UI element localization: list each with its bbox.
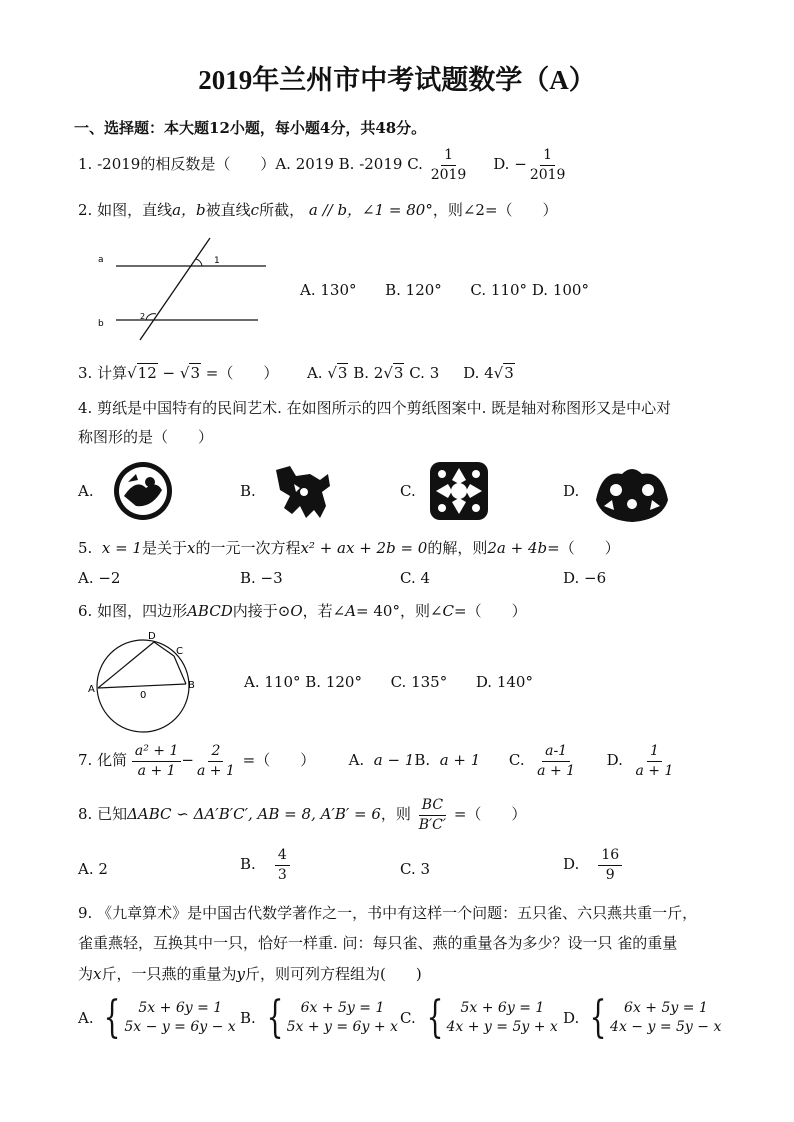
question-1 [78,148,568,182]
papercut-b-image [270,462,334,522]
question-5: 5. x = 1是关于x的一元一次方程x² + ax + 2b = 0的解，则2a + 4b=（ ） [78,539,620,557]
question-8: 8. 已知ΔABC ∽ ΔA′B′C′, AB = 8, A′B′ = 6，则 $\frac{BC}{B'C'}$ =（ ） [78,797,527,833]
q9-option-c: C. { 5x + 6y = 1 4x + y = 5y + x [400,992,558,1043]
papercut-a-image [112,460,174,522]
question-2: 2. 如图，直线a，b被直线c所截， a // b，∠1 = 80°，则∠2=（ ） [78,201,558,219]
figure-point-D: D [148,631,156,642]
q8-option-c: C. 3 [400,860,431,878]
q1-option-c-fraction: $\frac{1}{2019}$ [430,147,467,183]
question-4-line1: 4. 剪纸是中国特有的民间艺术. 在如图所示的四个剪纸图案中. 既是轴对称图形又是中心对 [78,399,672,417]
q9-option-a: A. { 5x + 6y = 1 5x − y = 6y − x [78,992,236,1043]
q1-stem: 1. -2019的相反数是（ ）A. 2019 B. -2019 C. [78,155,423,174]
q2-parallel-lines-figure [90,232,280,344]
figure-angle-1: 1 [214,256,220,266]
question-4-line2: 称图形的是（ ） [78,428,214,446]
q8-option-b: B. $\frac{4}{3}$ [240,848,290,882]
question-3: 3. 计算√12 − √3 =（ ） A. √3 B. 2√3 C. 3 D. 4√3 [78,364,514,382]
q5-option-d: D. −6 [563,569,607,587]
q4-option-a-label: A. [78,482,94,500]
figure-point-A: A [88,684,95,695]
q8-option-d: D. $\frac{16}{9}$ [563,848,622,882]
q9-option-d: D. { 6x + 5y = 1 4x − y = 5y − x [563,992,722,1043]
question-6: 6. 如图，四边形ABCD内接于⊙O，若∠A= 40°，则∠C=（ ） [78,602,527,620]
q5-option-c: C. 4 [400,569,431,587]
q2-options: A. 130° B. 120° C. 110° D. 100° [300,281,589,299]
section-heading: 一、选择题：本大题12小题，每小题4分，共48分。 [74,119,427,137]
q1-option-d-label: D. [493,155,510,174]
figure-angle-2: 2 [140,312,146,321]
q1-option-d-sign: − [514,155,527,174]
question-9-line1: 9. 《九章算术》是中国古代数学著作之一，书中有这样一个问题：五只雀、六只燕共重一斤， [78,904,698,922]
question-9-line3: 为x斤，一只燕的重量为y斤，则可列方程组为( ) [78,965,422,983]
page-title: 2019年兰州市中考试题数学（A） [198,65,596,95]
q6-options: A. 110° B. 120° C. 135° D. 140° [244,673,533,691]
q4-option-d-label: D. [563,482,580,500]
q9-option-b: B. { 6x + 5y = 1 5x + y = 6y + x [240,992,398,1043]
q4-option-b-label: B. [240,482,256,500]
papercut-c-image [428,460,490,522]
figure-label-a: a [98,255,104,265]
figure-label-b: b [98,319,104,329]
figure-point-C: C [176,646,183,657]
q5-option-b: B. −3 [240,569,283,587]
figure-point-B: B [188,680,195,691]
question-9-line2: 雀重燕轻，互换其中一只，恰好一样重. 问：每只雀、燕的重量各为多少？设一只 雀的重量 [78,934,678,952]
q5-option-a: A. −2 [78,569,121,587]
q6-circle-figure [86,628,200,740]
figure-center-O: 0 [140,690,147,701]
q1-option-d-fraction: $\frac{1}{2019}$ [529,147,566,183]
q4-option-c-label: C. [400,482,416,500]
papercut-d-image [592,460,672,524]
question-7: 7. 化简 $\frac{\text{a² + 1}}{a + 1}$ − $\frac{2}{a + 1}$ =（ ） A. a − 1B. a + 1 C. $\frac{a-1}{a + 1}$ D. $\frac{1}{a + 1}$ [78,743,674,779]
q8-option-a: A. 2 [78,860,108,878]
